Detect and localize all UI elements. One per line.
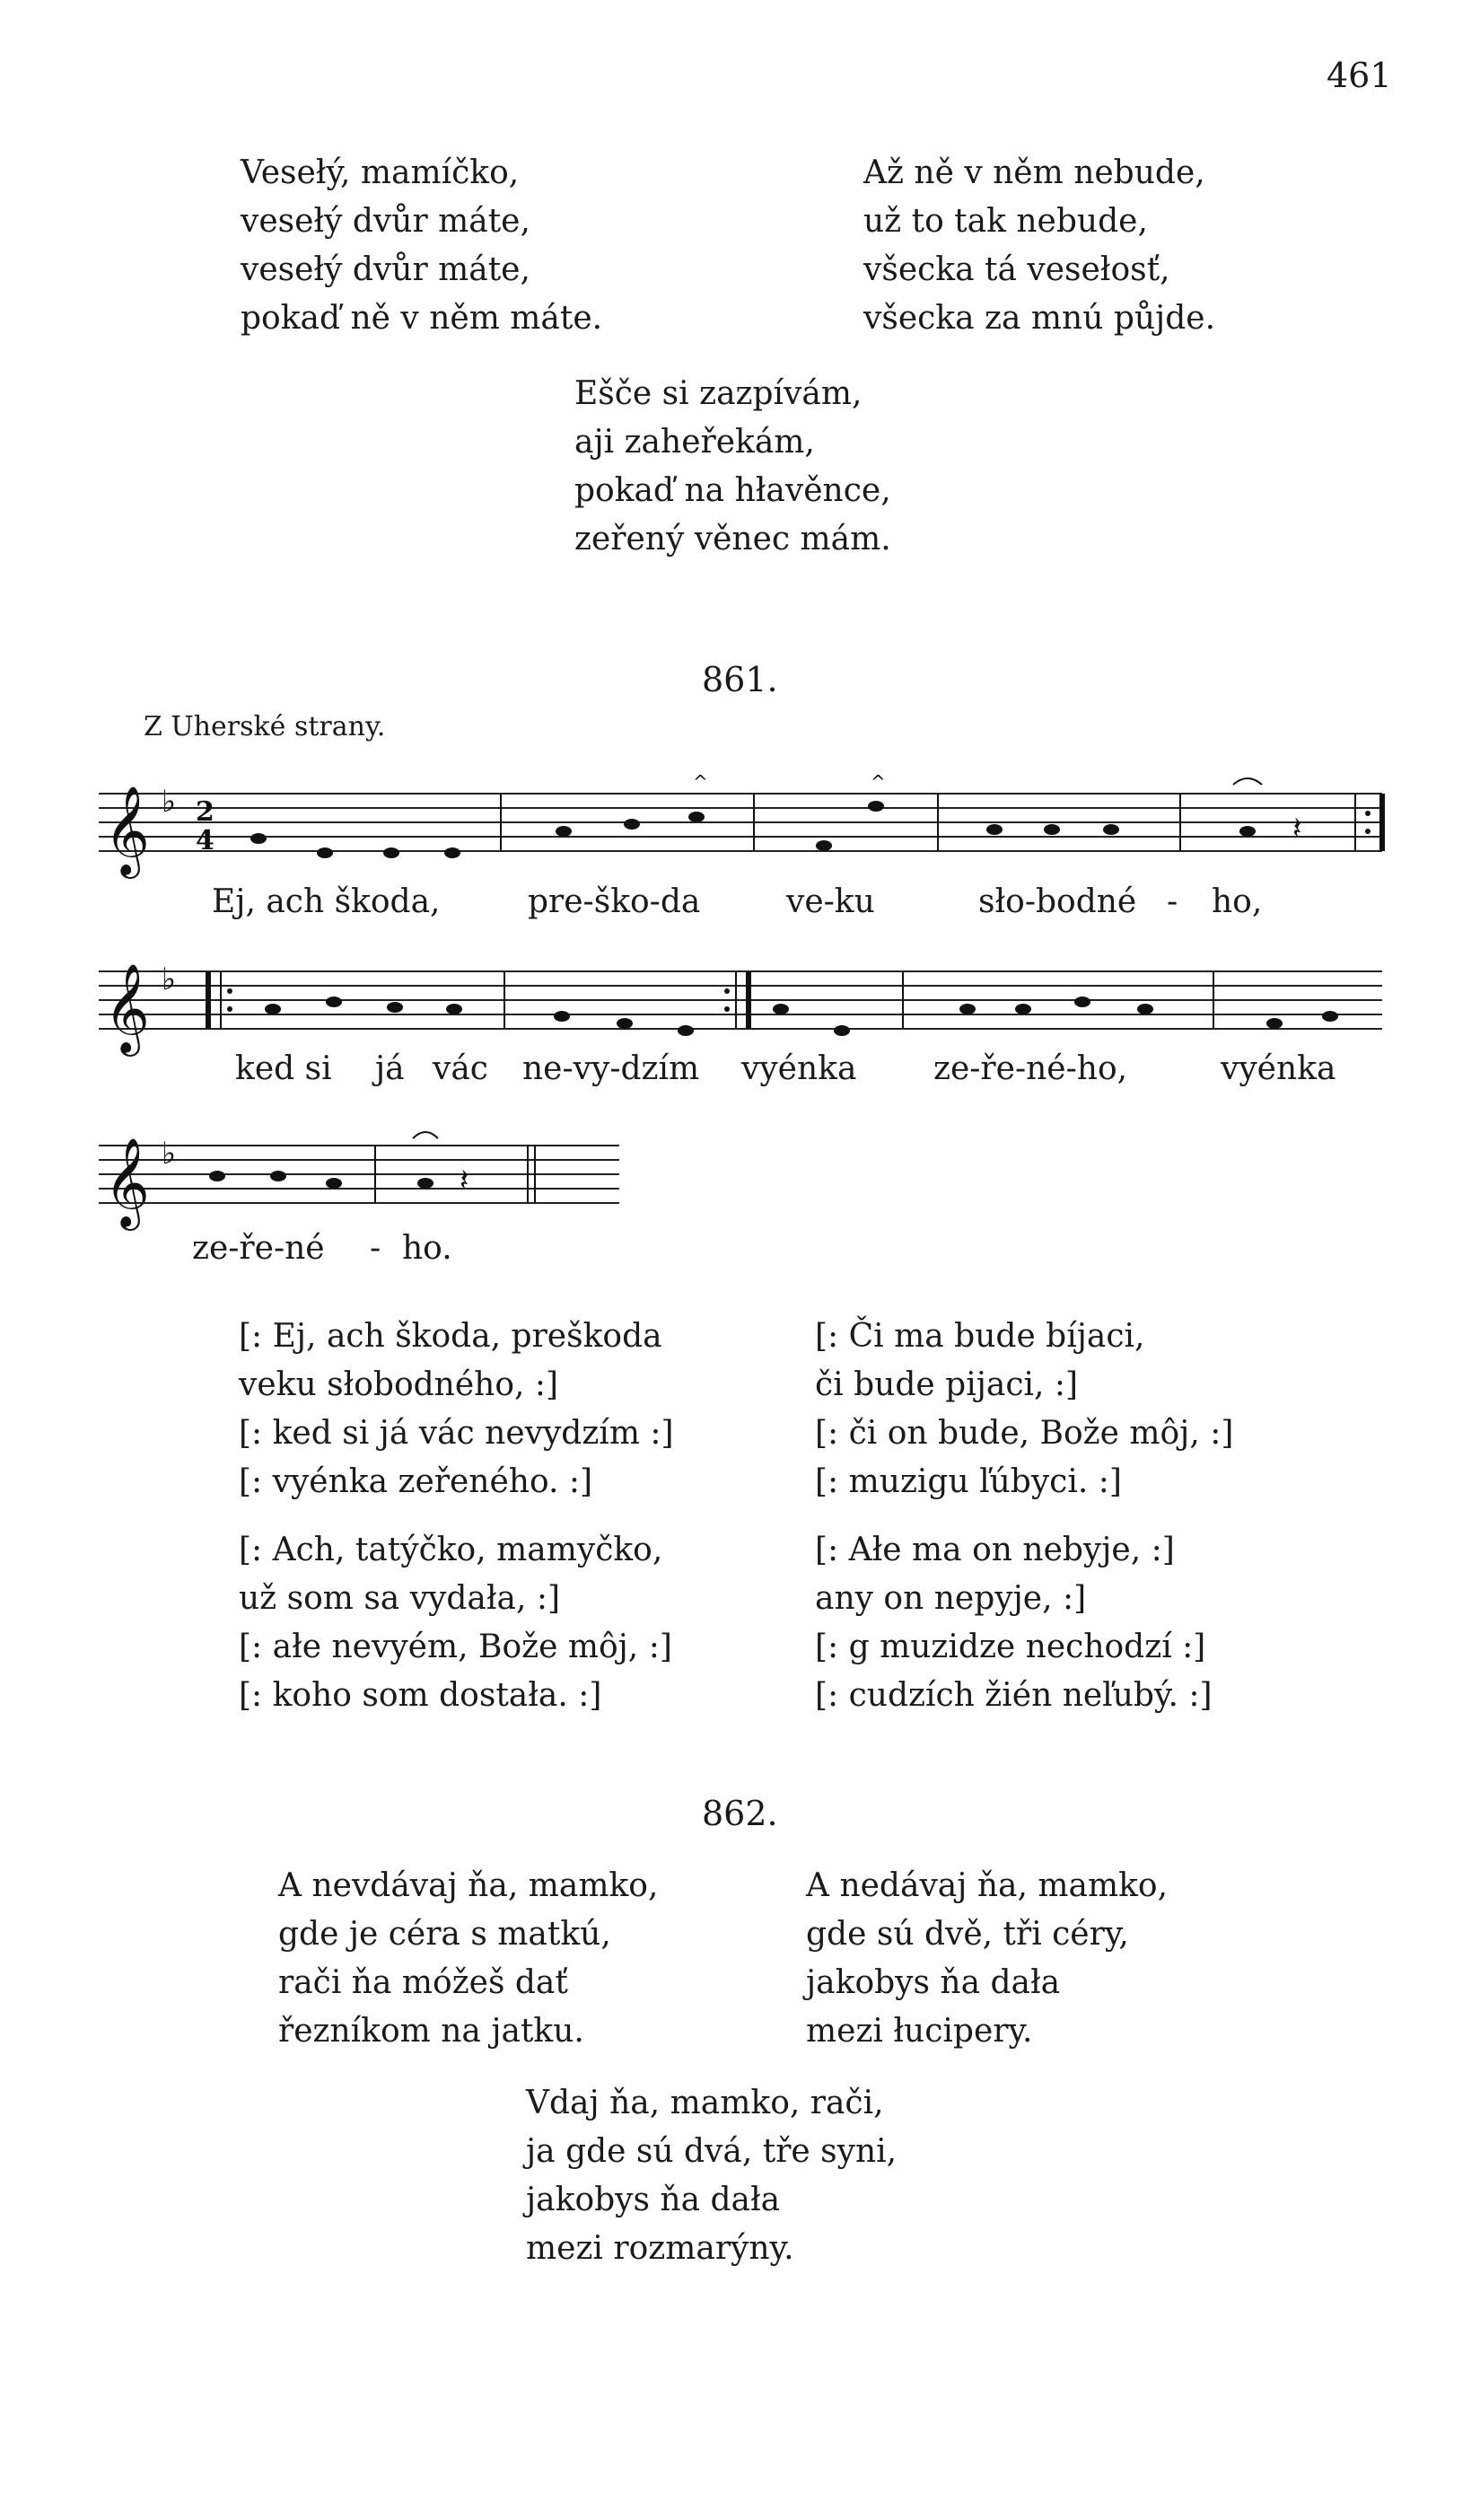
treble-clef-icon [104, 963, 150, 1057]
note [834, 1025, 850, 1036]
verse-862-center [526, 2079, 897, 2273]
note [1015, 1004, 1031, 1014]
verse-line: Vesełý, mamíčko, [241, 154, 520, 191]
verse-line: pokaď na hłavěnce, [574, 472, 891, 509]
lyric: Ej, ach škoda, [212, 883, 441, 920]
verse-line: vesełý dvůr máte, [241, 203, 530, 240]
note [1137, 1004, 1153, 1014]
fermata-icon [1233, 778, 1262, 785]
flat-icon: ♭ [162, 784, 177, 820]
fermata-icon [413, 1132, 438, 1138]
verse-line: pokaď ně v něm máte. [241, 300, 603, 337]
svg-text:𝄞: 𝄞 [104, 963, 150, 1053]
verse-line: [: koho som dostała. :] [239, 1677, 602, 1714]
rest-icon: 𝄽 [460, 1163, 469, 1199]
verse-line: veku słobodného, :] [239, 1366, 559, 1403]
song-number-862: 862. [702, 1794, 778, 1833]
verse-line: A nevdávaj ňa, mamko, [278, 1867, 659, 1904]
verse-line: [: ked si já vác nevydzím :] [239, 1415, 674, 1452]
note [326, 1178, 342, 1189]
note [554, 1011, 570, 1022]
music-staff-2 [90, 950, 1400, 1067]
accent-icon: ^ [693, 771, 708, 793]
accent-icon: ^ [871, 771, 886, 793]
lyric: ne-vy-dzím [522, 1050, 700, 1087]
verse-line: aji zaheřekám, [574, 424, 815, 461]
note [326, 997, 342, 1007]
note [678, 1025, 694, 1036]
verse-862-right [806, 1862, 1168, 2056]
note [773, 1004, 789, 1014]
verse-line: [: Ej, ach škoda, preškoda [239, 1318, 662, 1355]
note [1074, 997, 1090, 1007]
note [387, 1002, 403, 1013]
lyric: ked si [235, 1050, 332, 1087]
music-staff-3 [90, 1124, 628, 1241]
song-number-861: 861. [702, 660, 778, 699]
time-signature-bottom: 4 [196, 825, 215, 856]
verse-line: A nedávaj ňa, mamko, [806, 1867, 1169, 1904]
page-number: 461 [1327, 56, 1392, 95]
note [1239, 826, 1256, 837]
verse-line: [: Ach, tatýčko, mamyčko, [239, 1532, 663, 1568]
lyric: já [375, 1050, 405, 1087]
lyrics-line-1 [0, 883, 1480, 925]
verse-line: vesełý dvůr máte, [241, 251, 530, 288]
verse-line: rači ňa móžeš dať [278, 1964, 568, 2001]
verse-line: any on nepyje, :] [815, 1580, 1087, 1617]
note [617, 1018, 633, 1029]
music-staff-1 [90, 772, 1400, 889]
time-signature-top: 2 [196, 796, 215, 828]
rest-icon: 𝄽 [1292, 811, 1302, 847]
verse-line: [: vyénka zeřeného. :] [239, 1463, 593, 1500]
verse-line: ja gde sú dvá, tře syni, [526, 2133, 898, 2170]
note [444, 847, 460, 858]
lyric: ze-ře-né-ho, [933, 1050, 1128, 1087]
lyric: pre-ško-da [528, 883, 701, 920]
note [250, 833, 267, 844]
flat-icon: ♭ [162, 1136, 177, 1172]
treble-clef-icon [104, 786, 150, 879]
verse-line: mezi łucipery. [806, 2013, 1033, 2050]
lyric: ze-ře-né [192, 1230, 325, 1267]
verse-line: všecka za mnú půjde. [863, 300, 1216, 337]
lyric: ho. [402, 1230, 452, 1267]
note [816, 840, 832, 851]
note [270, 1171, 286, 1181]
song-origin: Z Uherské strany. [144, 711, 386, 742]
verse-line: všecka tá vesełosť, [863, 251, 1170, 288]
verse-line: jakobys ňa dała [806, 1964, 1061, 2001]
verse-line: už som sa vydała, :] [239, 1580, 561, 1617]
verse-line: Vdaj ňa, mamko, rači, [526, 2085, 884, 2121]
note [868, 801, 884, 812]
verse-line: [: Ałe ma on nebyje, :] [815, 1532, 1175, 1568]
flat-icon: ♭ [162, 961, 177, 997]
verse-line: jakobys ňa dała [526, 2182, 781, 2218]
verse-line: [: či on bude, Bože môj, :] [815, 1415, 1234, 1452]
lyric: ve-ku [786, 883, 875, 920]
verse-line: [: muzigu ľúbyci. :] [815, 1463, 1122, 1500]
svg-text:𝄞: 𝄞 [104, 1137, 150, 1227]
treble-clef-icon [104, 1137, 150, 1231]
verse-861-right-1 [815, 1313, 1233, 1506]
verse-line: či bude pijaci, :] [815, 1366, 1079, 1403]
note [209, 1171, 225, 1181]
verse-line: Až ně v něm nebude, [863, 154, 1205, 191]
top-verse-left [241, 149, 602, 343]
note [383, 847, 399, 858]
verse-line: [: g muzidze nechodzí :] [815, 1629, 1206, 1665]
note [265, 1004, 281, 1014]
verse-line: zeřený věnec mám. [574, 521, 891, 558]
lyrics-line-2 [0, 1050, 1480, 1092]
note [959, 1004, 976, 1014]
note [1322, 1011, 1338, 1022]
lyrics-line-3 [0, 1230, 1480, 1271]
lyric: - [1167, 883, 1178, 920]
verse-line: už to tak nebude, [863, 203, 1148, 240]
svg-text:𝄞: 𝄞 [104, 786, 150, 875]
top-verse-right [863, 149, 1215, 343]
note [688, 812, 705, 822]
note [556, 826, 572, 837]
verse-line: řezníkom na jatku. [278, 2013, 584, 2050]
top-verse-center [574, 370, 891, 564]
note [1044, 824, 1060, 835]
verse-861-left-1 [239, 1313, 674, 1506]
lyric: sło-bodné [978, 883, 1137, 920]
verse-line: [: cudzích žién neľubý. :] [815, 1677, 1213, 1714]
note [624, 819, 640, 830]
note [986, 824, 1003, 835]
verse-862-left [278, 1862, 658, 2056]
verse-line: gde je céra s matkú, [278, 1916, 611, 1953]
note [317, 847, 333, 858]
verse-line: [: ałe nevyém, Bože môj, :] [239, 1629, 672, 1665]
lyric: vác [433, 1050, 488, 1087]
note [417, 1178, 433, 1189]
lyric: - [370, 1230, 381, 1267]
verse-line: gde sú dvě, tři céry, [806, 1916, 1129, 1953]
note [446, 1004, 462, 1014]
lyric: ho, [1212, 883, 1263, 920]
verse-line: mezi rozmarýny. [526, 2230, 794, 2267]
lyric: vyénka [741, 1050, 857, 1087]
lyric: vyénka [1221, 1050, 1336, 1087]
verse-861-left-2 [239, 1526, 672, 1720]
note [1266, 1018, 1283, 1029]
verse-line: [: Či ma bude bíjaci, [815, 1318, 1145, 1355]
verse-861-right-2 [815, 1526, 1213, 1720]
verse-line: Ešče si zazpívám, [574, 375, 863, 412]
note [1103, 824, 1119, 835]
